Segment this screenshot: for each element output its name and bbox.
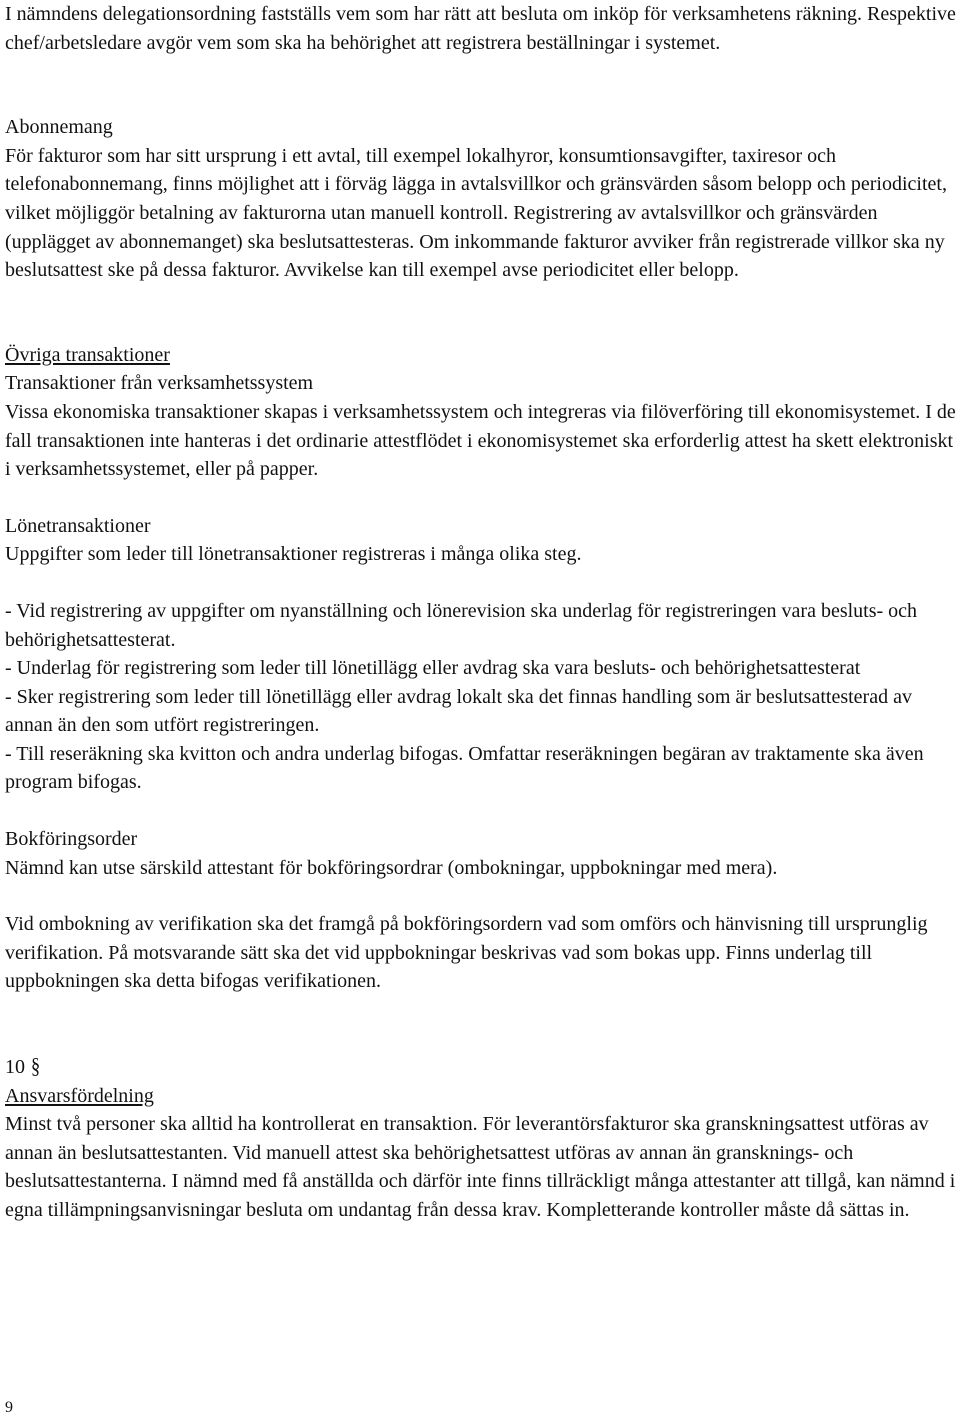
document-page (5, 0, 960, 1225)
subheading-verksamhetssystem: Transaktioner från verksamhetssystem (5, 372, 314, 395)
spacer (5, 882, 960, 910)
list-item-lone: - Till reseräkning ska kvitton och andra underlag bifogas. Omfattar reseräkningen begäran av traktamente ska även program bifogas. (5, 742, 924, 794)
paragraph-bokforingsorder: Nämnd kan utse särskild attestant för bokföringsordrar (ombokningar, uppbokningar med mera). (5, 856, 778, 879)
spacer (5, 797, 960, 825)
spacer (5, 996, 960, 1052)
list-item-lone: - Vid registrering av uppgifter om nyanställning och lönerevision ska underlag för registreringen vara besluts- och behörighetsattesterat. (5, 599, 918, 651)
paragraph-lonetransaktioner: Uppgifter som leder till lönetransaktioner registreras i många olika steg. (5, 543, 582, 566)
paragraph-ansvarsfordelning: Minst två personer ska alltid ha kontrollerat en transaktion. För leverantörsfakturor ska granskningsattest utföras av annan än beslutsattestanten. Vid manuell attest ska behörighetsattest utföras av annan än gransknings- och beslutsattestanterna. I nämnd med få anställda och därför inte finns tillräckligt många attestanter att tillgå, kan nämnd i egna tillämpningsanvisningar besluta om undantag från dessa krav. Kompletterande kontroller måste då sättas in. (5, 1113, 956, 1221)
section-symbol: § (30, 1053, 41, 1079)
spacer (5, 484, 960, 512)
section-number-line (5, 1052, 960, 1082)
spacer (5, 57, 960, 113)
paragraph-abonnemang: För fakturor som har sitt ursprung i ett avtal, till exempel lokalhyror, konsumtionsavgifter, taxiresor och telefonabonnemang, finns möjlighet att i förväg lägga in avtalsvillkor och gränsvärden såsom belopp och periodicitet, vilket möjliggör betalning av fakturorna utan manuell kontroll. Registrering av avtalsvillkor och gränsvärden (upplägget av abonnemanget) ska beslutsattesteras. Om inkommande fakturor avviker från registrerade villkor ska ny beslutsattest ske på dessa fakturor. Avvikelse kan till exempel avse periodicitet eller belopp. (5, 144, 947, 282)
paragraph-ombokning: Vid ombokning av verifikation ska det framgå på bokföringsordern vad som omförs och hänvisning till ursprunglig verifikation. På motsvarande sätt ska det vid uppbokningar beskrivas vad som bokas upp. Finns underlag till uppbokningen ska detta bifogas verifikationen. (5, 913, 928, 993)
spacer (5, 569, 960, 597)
heading-ovriga-transaktioner: Övriga transaktioner (5, 343, 170, 366)
intro-paragraph: I nämndens delegationsordning fastställs vem som har rätt att besluta om inköp för verksamhetens räkning. Respektive chef/arbetsledare avgör vem som ska ha behörighet att registrera beställningar i systemet. (5, 3, 956, 54)
heading-abonnemang: Abonnemang (5, 116, 113, 139)
heading-bokforingsorder: Bokföringsorder (5, 828, 138, 851)
spacer (5, 285, 960, 341)
list-item-lone: - Sker registrering som leder till lönetillägg eller avdrag lokalt ska det finnas handling som är beslutsattesterad av annan än den som utfört registreringen. (5, 685, 912, 737)
list-item-lone: - Underlag för registrering som leder till lönetillägg eller avdrag ska vara besluts- och behörighetsattesterat (5, 657, 861, 680)
heading-ansvarsfordelning: Ansvarsfördelning (5, 1084, 154, 1107)
section-number: 10 (5, 1056, 25, 1079)
paragraph-verksamhetssystem: Vissa ekonomiska transaktioner skapas i verksamhetssystem och integreras via filöverföring till ekonomisystemet. I de fall transaktionen inte hanteras i det ordinarie attestflödet i ekonomisystemet ska erforderlig attest ha skett elektroniskt i verksamhetssystemet, eller på papper. (5, 400, 956, 481)
page-number: 9 (5, 1399, 13, 1416)
heading-lonetransaktioner: Lönetransaktioner (5, 514, 151, 537)
